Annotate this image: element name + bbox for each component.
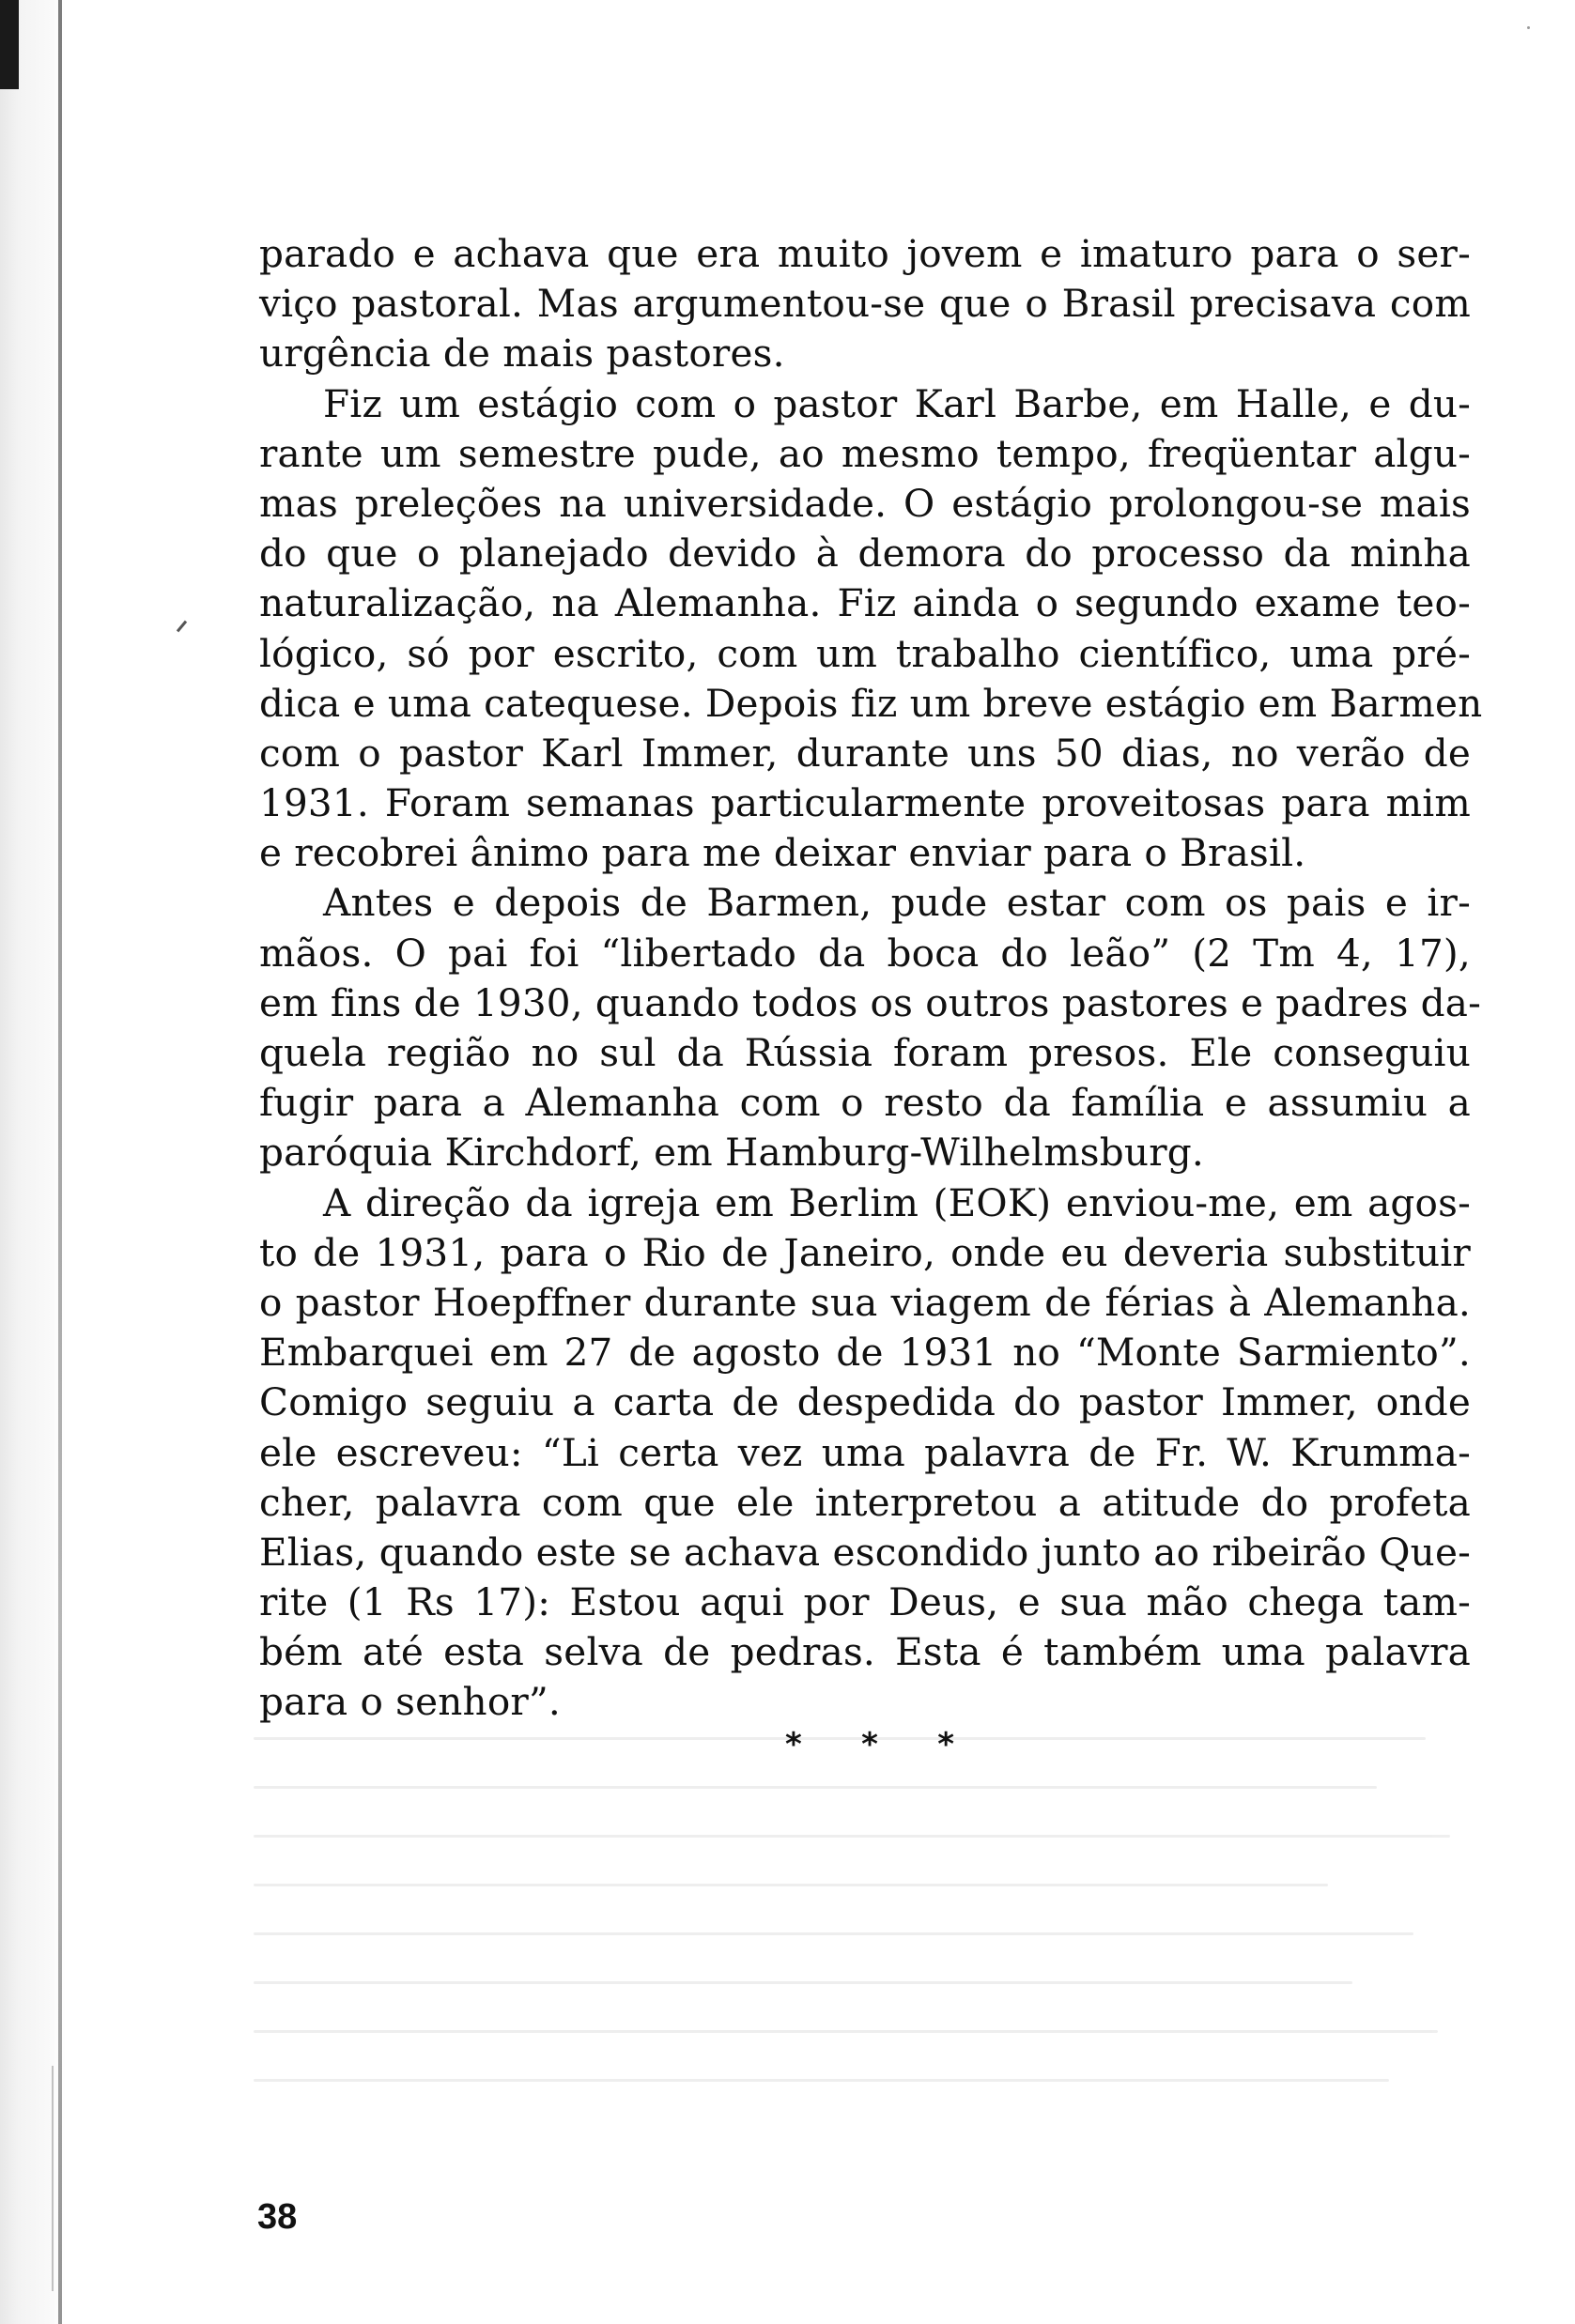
text-line: urgência de mais pastores. [259,331,785,377]
text-line: Elias, quando este se achava escondido junto ao ribeirão Que- [259,1529,1471,1575]
text-line: viço pastoral. Mas argumentou-se que o Brasil precisava com [259,281,1471,327]
text-line: rante um semestre pude, ao mesmo tempo, freqüentar algu- [259,430,1471,476]
text-line: Comigo seguiu a carta de despedida do pastor Immer, onde [259,1379,1471,1425]
text-line: dica e uma catequese. Depois fiz um breve estágio em Barmen [259,680,1483,726]
text-line: do que o planejado devido à demora do processo da minha [259,531,1471,577]
paragraph-start-line: Fiz um estágio com o pastor Karl Barbe, em Halle, e du- [323,380,1471,426]
text-line: bém até esta selva de pedras. Esta é também uma palavra [259,1629,1471,1675]
text-line: rite (1 Rs 17): Estou aqui por Deus, e sua mão chega tam- [259,1579,1471,1625]
text-line: 1931. Foram semanas particularmente proveitosas para mim [259,780,1471,826]
text-line: quela região no sul da Rússia foram presos. Ele conseguiu [259,1030,1471,1075]
text-line: lógico, só por escrito, com um trabalho científico, uma pré- [259,630,1471,676]
text-line: mas preleções na universidade. O estágio prolongou-se mais [259,480,1471,526]
text-line: e recobrei ânimo para me deixar enviar para o Brasil. [259,830,1306,876]
text-line: com o pastor Karl Immer, durante uns 50 dias, no verão de [259,730,1471,776]
text-line: ele escreveu: “Li certa vez uma palavra de Fr. W. Krumma- [259,1429,1471,1475]
text-line: fugir para a Alemanha com o resto da família e assumiu a [259,1080,1471,1126]
binding-dark-mark [0,0,19,89]
asterisk: * [937,1726,954,1763]
gutter-line-secondary [52,2066,54,2291]
text-line: to de 1931, para o Rio de Janeiro, onde eu deveria substituir [259,1229,1471,1275]
paragraph-start-line: A direção da igreja em Berlim (EOK) enviou-me, em agos- [323,1179,1471,1225]
text-line: cher, palavra com que ele interpretou a atitude do profeta [259,1479,1471,1525]
asterisk: * [861,1726,878,1763]
text-line: mãos. O pai foi “libertado da boca do leão” (2 Tm 4, 17), [259,930,1471,976]
paragraph-start-line: Antes e depois de Barmen, pude estar com os pais e ir- [323,880,1471,926]
gutter-line [58,0,62,2324]
text-line: parado e achava que era muito jovem e imaturo para o ser- [259,231,1471,276]
text-line: Embarquei em 27 de agosto de 1931 no “Monte Sarmiento”. [259,1330,1471,1376]
page-number: 38 [257,2197,298,2237]
scan-speck [1527,26,1530,29]
text-line: em fins de 1930, quando todos os outros pastores e padres da- [259,979,1482,1025]
text-line: paróquia Kirchdorf, em Hamburg-Wilhelmsburg. [259,1130,1204,1176]
binding-shadow [0,0,66,2324]
stray-pen-mark [177,621,187,633]
text-line: para o senhor”. [259,1679,561,1725]
asterisk: * [785,1726,802,1763]
show-through-text [254,1737,1475,2141]
text-line: naturalização, na Alemanha. Fiz ainda o segundo exame teo- [259,580,1471,626]
text-line: o pastor Hoepffner durante sua viagem de férias à Alemanha. [259,1279,1471,1325]
section-separator [785,1726,954,1763]
body-text [259,229,1483,1728]
